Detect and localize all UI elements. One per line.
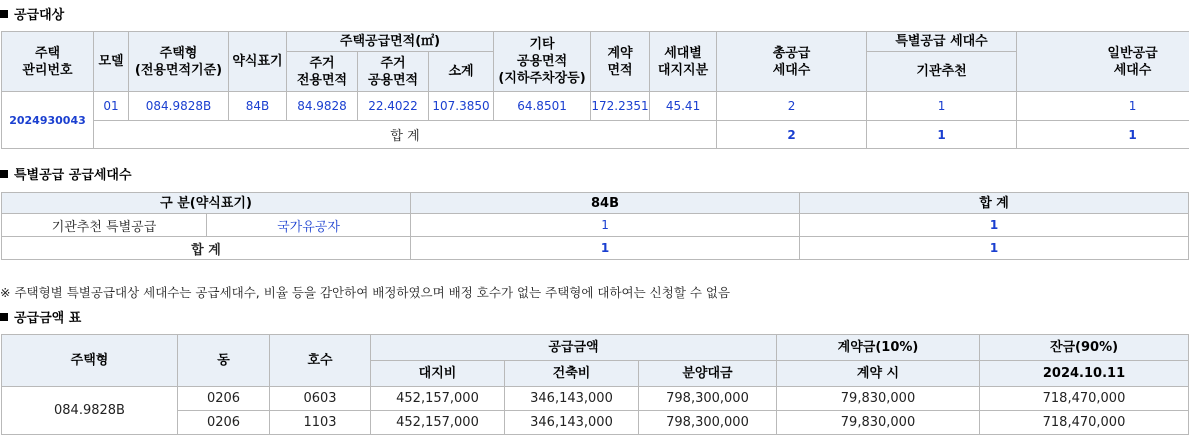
header-balance-when: 2024.10.11 bbox=[980, 361, 1189, 387]
cell-dong: 0206 bbox=[178, 387, 270, 411]
price-table bbox=[1, 334, 1189, 435]
header-other-common-area: 기타 공용면적 (지하주차장등) bbox=[494, 32, 591, 92]
cell-special-84b: 1 bbox=[411, 214, 800, 237]
sum-special-84b: 1 bbox=[411, 237, 800, 260]
supply-target-table bbox=[1, 31, 1189, 149]
header-balance: 잔금(90%) bbox=[980, 335, 1189, 361]
sum-label: 합 계 bbox=[94, 121, 717, 149]
cell-model: 01 bbox=[94, 92, 129, 121]
square-bullet-icon bbox=[0, 313, 8, 321]
cell-land-cost: 452,157,000 bbox=[371, 411, 505, 435]
sum-institution-recommend: 1 bbox=[867, 121, 1017, 149]
section-title-special-supply bbox=[0, 164, 132, 183]
header-abbr: 약식표기 bbox=[229, 32, 287, 92]
cell-mgmt-no: 2024930043 bbox=[2, 92, 94, 149]
header-deposit: 계약금(10%) bbox=[777, 335, 980, 361]
header-common-area: 주거 공용면적 bbox=[358, 52, 429, 92]
square-bullet-icon bbox=[0, 10, 8, 18]
square-bullet-icon bbox=[0, 170, 8, 178]
header-sale-price: 분양대금 bbox=[639, 361, 777, 387]
section-title-text: 공급금액 표 bbox=[14, 311, 82, 326]
cell-deposit: 79,830,000 bbox=[777, 387, 980, 411]
sum-general-supply: 1 bbox=[1017, 121, 1189, 149]
section-title-text: 특별공급 공급세대수 bbox=[14, 168, 132, 183]
cell-sale-price: 798,300,000 bbox=[639, 387, 777, 411]
cell-housing-type: 084.9828B bbox=[129, 92, 229, 121]
header-housing-type: 주택형 bbox=[2, 335, 178, 387]
header-supply-price: 공급금액 bbox=[371, 335, 777, 361]
table-row bbox=[2, 387, 1189, 411]
cell-common-area: 22.4022 bbox=[358, 92, 429, 121]
cell-sale-price: 798,300,000 bbox=[639, 411, 777, 435]
section-title-supply-target bbox=[0, 4, 64, 23]
sum-total-supply: 2 bbox=[717, 121, 867, 149]
cell-subtotal: 107.3850 bbox=[429, 92, 494, 121]
cell-land-cost: 452,157,000 bbox=[371, 387, 505, 411]
cell-special-subcategory: 국가유공자 bbox=[207, 214, 411, 237]
cell-building-cost: 346,143,000 bbox=[505, 411, 639, 435]
header-dong: 동 bbox=[178, 335, 270, 387]
cell-special-category: 기관추천 특별공급 bbox=[2, 214, 207, 237]
header-land-share: 세대별 대지지분 bbox=[650, 32, 717, 92]
header-special-group: 특별공급 세대수 bbox=[867, 32, 1017, 52]
header-contract-area: 계약 면적 bbox=[591, 32, 650, 92]
cell-special-total: 1 bbox=[800, 214, 1189, 237]
header-gubun: 구 분(약식표기) bbox=[2, 193, 411, 214]
sum-special-total: 1 bbox=[800, 237, 1189, 260]
header-mgmt-no: 주택 관리번호 bbox=[2, 32, 94, 92]
sum-label: 합 계 bbox=[2, 237, 411, 260]
header-ho: 호수 bbox=[270, 335, 371, 387]
cell-other-common-area: 64.8501 bbox=[494, 92, 591, 121]
header-land-cost: 대지비 bbox=[371, 361, 505, 387]
table-row bbox=[2, 411, 1189, 435]
cell-exclusive-area: 84.9828 bbox=[287, 92, 358, 121]
header-building-cost: 건축비 bbox=[505, 361, 639, 387]
header-exclusive-area: 주거 전용면적 bbox=[287, 52, 358, 92]
header-model: 모델 bbox=[94, 32, 129, 92]
header-general-supply: 일반공급 세대수 bbox=[1017, 32, 1189, 92]
section-title-price-table bbox=[0, 307, 81, 326]
section-title-text: 공급대상 bbox=[14, 8, 65, 23]
cell-total-supply: 2 bbox=[717, 92, 867, 121]
cell-land-share: 45.41 bbox=[650, 92, 717, 121]
cell-institution-recommend: 1 bbox=[867, 92, 1017, 121]
cell-general-supply: 1 bbox=[1017, 92, 1189, 121]
header-institution-recommend: 기관추천 bbox=[867, 52, 1017, 92]
header-subtotal: 소계 bbox=[429, 52, 494, 92]
header-total: 합 계 bbox=[800, 193, 1189, 214]
special-supply-table bbox=[1, 192, 1189, 260]
header-total-supply: 총공급 세대수 bbox=[717, 32, 867, 92]
cell-abbr: 84B bbox=[229, 92, 287, 121]
cell-housing-type: 084.9828B bbox=[2, 387, 178, 435]
header-84b: 84B bbox=[411, 193, 800, 214]
header-area-group: 주택공급면적(㎡) bbox=[287, 32, 494, 52]
footnote: ※ 주택형별 특별공급대상 세대수는 공급세대수, 비율 등을 감안하여 배정하였으며 배정 호수가 없는 주택형에 대하여는 신청할 수 없음 bbox=[0, 285, 731, 300]
cell-deposit: 79,830,000 bbox=[777, 411, 980, 435]
header-housing-type: 주택형 (전용면적기준) bbox=[129, 32, 229, 92]
cell-balance: 718,470,000 bbox=[980, 387, 1189, 411]
cell-ho: 0603 bbox=[270, 387, 371, 411]
cell-building-cost: 346,143,000 bbox=[505, 387, 639, 411]
cell-balance: 718,470,000 bbox=[980, 411, 1189, 435]
header-deposit-when: 계약 시 bbox=[777, 361, 980, 387]
cell-dong: 0206 bbox=[178, 411, 270, 435]
cell-ho: 1103 bbox=[270, 411, 371, 435]
cell-contract-area: 172.2351 bbox=[591, 92, 650, 121]
